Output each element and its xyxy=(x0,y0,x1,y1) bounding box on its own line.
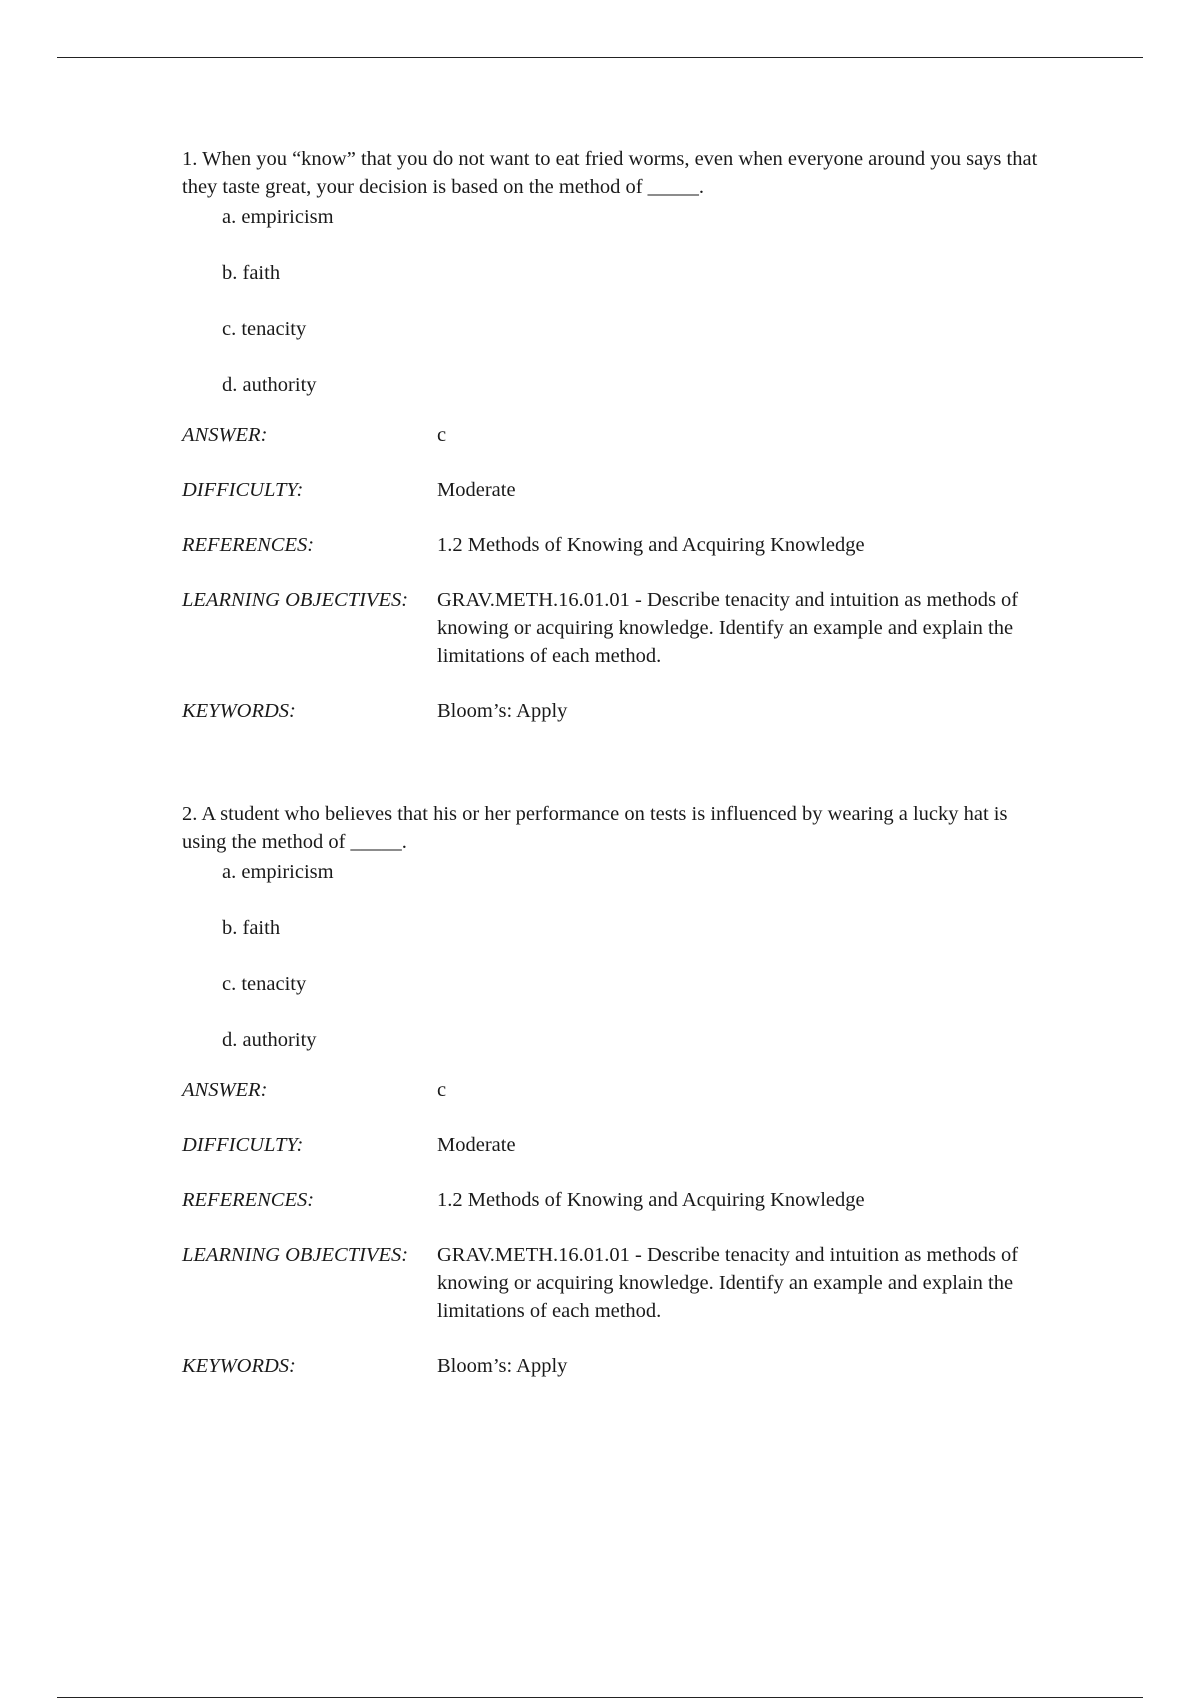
bottom-rule xyxy=(57,1697,1143,1698)
difficulty-value: Moderate xyxy=(437,479,516,501)
question-metadata xyxy=(182,421,1062,725)
choice-a: a. empiricism xyxy=(222,861,334,883)
references-value: 1.2 Methods of Knowing and Acquiring Knowledge xyxy=(437,534,865,556)
choice-c: c. tenacity xyxy=(222,318,307,340)
references-value: 1.2 Methods of Knowing and Acquiring Knowledge xyxy=(437,1189,865,1211)
choice-b: b. faith xyxy=(222,262,281,284)
learning-objectives-label: LEARNING OBJECTIVES: xyxy=(182,1244,409,1266)
question-1 xyxy=(182,145,1062,752)
difficulty-label: DIFFICULTY: xyxy=(182,479,304,501)
learning-objectives-value: GRAV.METH.16.01.01 - Describe tenacity and intuition as methods of knowing or acquiring knowledge. Identify an example and explain the limitations of each method. xyxy=(437,1244,1019,1322)
question-stem: 2. A student who believes that his or her performance on tests is influenced by wearing a lucky hat is using the method of _____. xyxy=(182,803,1008,853)
choice-c: c. tenacity xyxy=(222,973,307,995)
answer-row xyxy=(182,421,1062,449)
learning-objectives-row xyxy=(182,1241,1062,1325)
top-rule xyxy=(57,57,1143,58)
answer-label: ANSWER: xyxy=(182,424,268,446)
choice-a: a. empiricism xyxy=(222,206,334,228)
choice-d: d. authority xyxy=(222,374,317,396)
question-2 xyxy=(182,800,1062,1407)
choice-list xyxy=(222,858,1062,1054)
keywords-label: KEYWORDS: xyxy=(182,1355,296,1377)
difficulty-row xyxy=(182,476,1062,504)
keywords-row xyxy=(182,1352,1062,1380)
keywords-value: Bloom’s: Apply xyxy=(437,1355,568,1377)
references-row xyxy=(182,531,1062,559)
choice-list xyxy=(222,203,1062,399)
keywords-label: KEYWORDS: xyxy=(182,700,296,722)
references-label: REFERENCES: xyxy=(182,1189,315,1211)
keywords-row xyxy=(182,697,1062,725)
difficulty-row xyxy=(182,1131,1062,1159)
difficulty-label: DIFFICULTY: xyxy=(182,1134,304,1156)
question-metadata xyxy=(182,1076,1062,1380)
answer-row xyxy=(182,1076,1062,1104)
learning-objectives-value: GRAV.METH.16.01.01 - Describe tenacity and intuition as methods of knowing or acquiring knowledge. Identify an example and explain the limitations of each method. xyxy=(437,589,1019,667)
difficulty-value: Moderate xyxy=(437,1134,516,1156)
choice-b: b. faith xyxy=(222,917,281,939)
answer-label: ANSWER: xyxy=(182,1079,268,1101)
answer-value: c xyxy=(437,424,447,446)
learning-objectives-row xyxy=(182,586,1062,670)
learning-objectives-label: LEARNING OBJECTIVES: xyxy=(182,589,409,611)
keywords-value: Bloom’s: Apply xyxy=(437,700,568,722)
references-row xyxy=(182,1186,1062,1214)
question-stem: 1. When you “know” that you do not want to eat fried worms, even when everyone around you says that they taste great, your decision is based on the method of _____. xyxy=(182,148,1038,198)
choice-d: d. authority xyxy=(222,1029,317,1051)
answer-value: c xyxy=(437,1079,447,1101)
references-label: REFERENCES: xyxy=(182,534,315,556)
